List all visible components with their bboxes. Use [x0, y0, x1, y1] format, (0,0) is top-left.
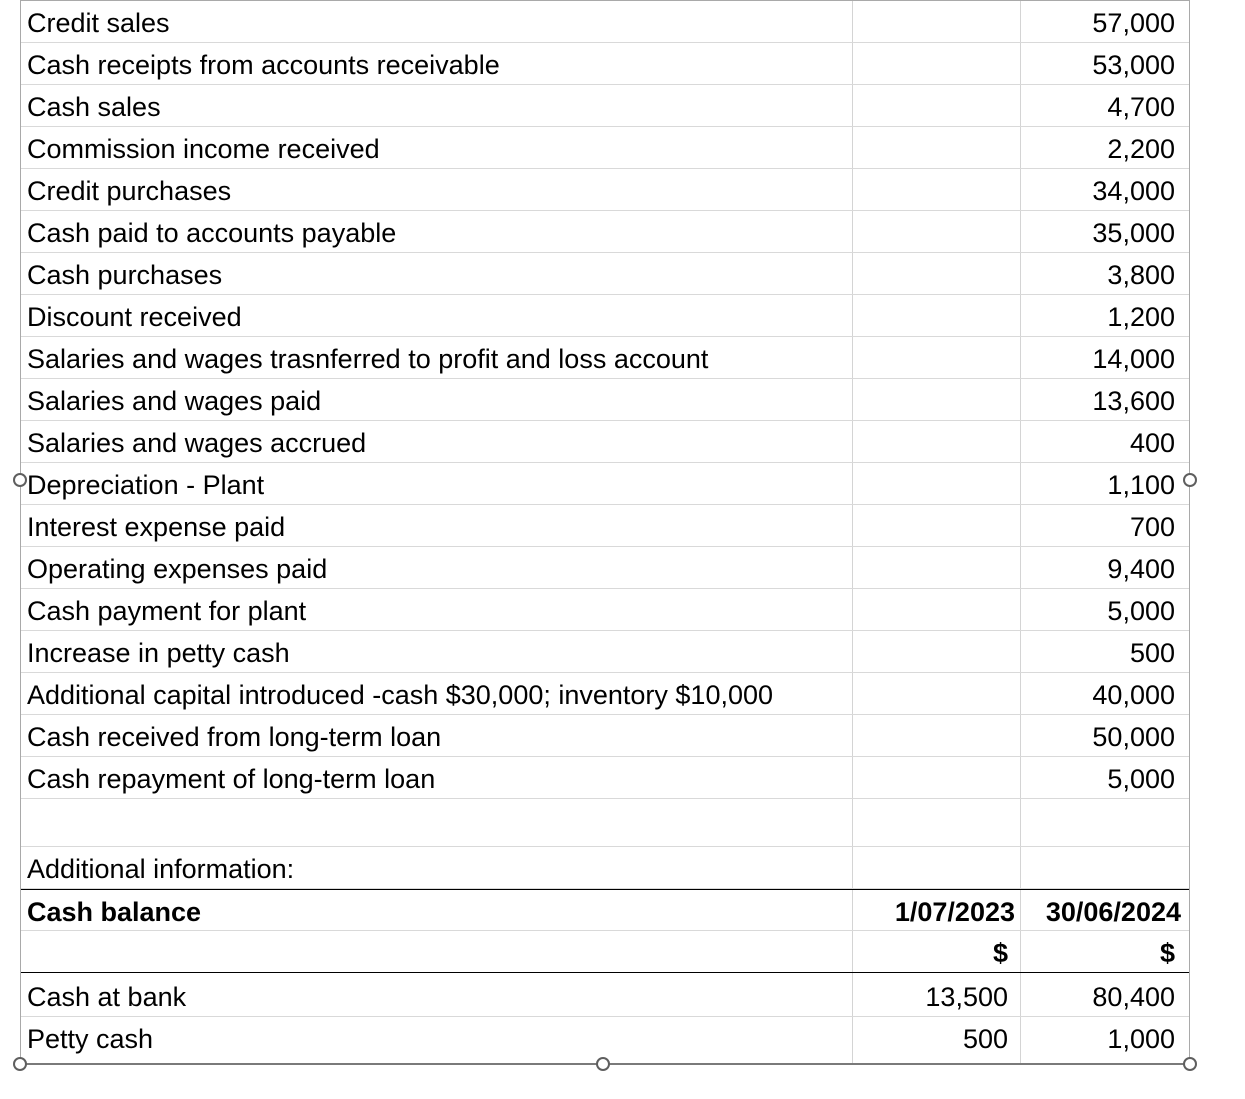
row-amount: 5,000: [1107, 596, 1175, 626]
row-label: Petty cash: [27, 1024, 154, 1054]
currency-row[interactable]: [21, 931, 1189, 973]
resize-handle-bottom-right[interactable]: [1183, 1057, 1197, 1071]
row-label: Depreciation - Plant: [27, 470, 265, 500]
row-label: Cash at bank: [27, 982, 187, 1012]
row-label: Cash paid to accounts payable: [27, 218, 397, 248]
currency-closing: $: [1159, 938, 1175, 968]
row-label: Cash payment for plant: [27, 596, 307, 626]
table-row[interactable]: [21, 631, 1189, 673]
table-row[interactable]: [21, 85, 1189, 127]
table-row[interactable]: [21, 1017, 1189, 1063]
table-row[interactable]: [21, 673, 1189, 715]
table-row[interactable]: [21, 337, 1189, 379]
row-label: Operating expenses paid: [27, 554, 328, 584]
closing-value: 80,400: [1092, 982, 1175, 1012]
table-row[interactable]: [21, 589, 1189, 631]
row-amount: 4,700: [1107, 92, 1175, 122]
cash-balance-header-row[interactable]: [21, 889, 1189, 931]
row-label: Credit purchases: [27, 176, 232, 206]
additional-info-row[interactable]: [21, 847, 1189, 889]
row-amount: 14,000: [1092, 344, 1175, 374]
row-label: Cash receipts from accounts receivable: [27, 50, 500, 80]
resize-handle-bottom-left[interactable]: [13, 1057, 27, 1071]
opening-value: 500: [962, 1024, 1008, 1054]
table-row[interactable]: [21, 43, 1189, 85]
table-row[interactable]: [21, 295, 1189, 337]
row-label: Interest expense paid: [27, 512, 286, 542]
opening-value: 13,500: [925, 982, 1008, 1012]
row-amount: 700: [1129, 512, 1175, 542]
row-label: Increase in petty cash: [27, 638, 290, 668]
row-label: Cash purchases: [27, 260, 223, 290]
row-amount: 53,000: [1092, 50, 1175, 80]
table-row[interactable]: [21, 505, 1189, 547]
resize-handle-left[interactable]: [13, 473, 27, 487]
row-amount: 500: [1129, 638, 1175, 668]
row-label: Cash repayment of long-term loan: [27, 764, 436, 794]
row-label: Salaries and wages accrued: [27, 428, 367, 458]
table-row[interactable]: [21, 379, 1189, 421]
table-row[interactable]: [21, 169, 1189, 211]
cash-balance-title: Cash balance: [27, 897, 202, 927]
table-row[interactable]: [21, 1, 1189, 43]
table-row[interactable]: [21, 253, 1189, 295]
row-label: Discount received: [27, 302, 242, 332]
currency-opening: $: [992, 938, 1008, 968]
table-row[interactable]: [21, 715, 1189, 757]
row-amount: 50,000: [1092, 722, 1175, 752]
empty-row[interactable]: [21, 799, 1189, 847]
row-label: Salaries and wages trasnferred to profit and loss account: [27, 344, 709, 374]
row-amount: 400: [1129, 428, 1175, 458]
row-amount: 57,000: [1092, 8, 1175, 38]
row-amount: 13,600: [1092, 386, 1175, 416]
table-row[interactable]: [21, 547, 1189, 589]
table-row[interactable]: [21, 463, 1189, 505]
additional-info-heading: Additional information:: [27, 854, 295, 884]
row-label: Commission income received: [27, 134, 380, 164]
row-amount: 34,000: [1092, 176, 1175, 206]
resize-handle-right[interactable]: [1183, 473, 1197, 487]
row-amount: 35,000: [1092, 218, 1175, 248]
spreadsheet-table: [20, 0, 1190, 1064]
table-row[interactable]: [21, 421, 1189, 463]
closing-value: 1,000: [1107, 1024, 1175, 1054]
row-amount: 5,000: [1107, 764, 1175, 794]
row-amount: 1,200: [1107, 302, 1175, 332]
row-label: Cash sales: [27, 92, 161, 122]
row-label: Salaries and wages paid: [27, 386, 322, 416]
row-amount: 9,400: [1107, 554, 1175, 584]
row-amount: 3,800: [1107, 260, 1175, 290]
row-label: Credit sales: [27, 8, 170, 38]
resize-handle-bottom[interactable]: [596, 1057, 610, 1071]
table-row[interactable]: [21, 127, 1189, 169]
date-closing: 30/06/2024: [1045, 897, 1181, 927]
row-label: Additional capital introduced -cash $30,000; inventory $10,000: [27, 680, 774, 710]
row-amount: 2,200: [1107, 134, 1175, 164]
table-row[interactable]: [21, 975, 1189, 1017]
date-opening: 1/07/2023: [894, 897, 1015, 927]
row-label: Cash received from long-term loan: [27, 722, 442, 752]
row-amount: 1,100: [1107, 470, 1175, 500]
table-row[interactable]: [21, 211, 1189, 253]
row-amount: 40,000: [1092, 680, 1175, 710]
table-row[interactable]: [21, 757, 1189, 799]
